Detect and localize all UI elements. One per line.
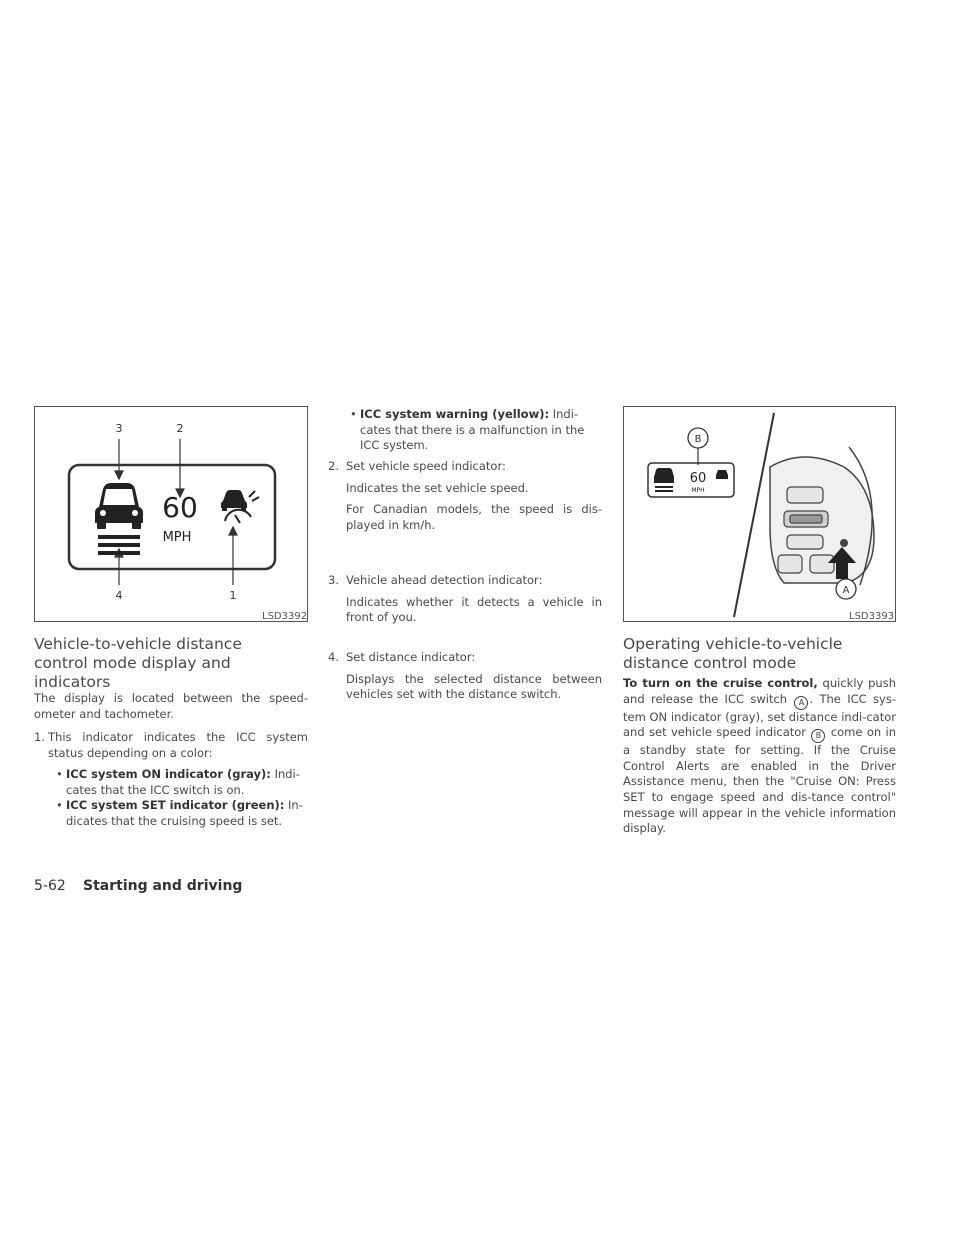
callout-2: 2 [176, 422, 184, 435]
bullet-icc-on: • ICC system ON indicator (gray): Indi-cates that the ICC switch is on. [56, 767, 300, 797]
steering-wheel-illustration [624, 407, 895, 621]
divider-line [734, 413, 774, 617]
page-number: 5-62 [34, 878, 66, 894]
bullet-icc-set: • ICC system SET indicator (green): In-dicates that the cruising speed is set. [56, 798, 303, 828]
callout-3: 3 [115, 422, 123, 435]
bullet-icc-warning: • ICC system warning (yellow): Indi-cates that there is a malfunction in the ICC system. [350, 407, 585, 453]
mini-speed-value: 60 [689, 471, 707, 486]
display-illustration [35, 407, 307, 621]
speed-value: 60 [162, 491, 198, 524]
circle-b-marker: B [811, 729, 825, 743]
callout-4: 4 [115, 589, 123, 602]
section1-heading: Vehicle-to-vehicle distance control mode display and indicators [34, 635, 242, 691]
figure-display-indicators [34, 406, 308, 622]
section2-body: To turn on the cruise control, quickly push and release the ICC switch A . The ICC sys-tem ON indicator (gray), set distance indi-cator and set vehicle speed indicator B come on in a standby state for setting. If the Cruise Control Alerts are enabled in the Driver Assistance menu, then the "Cruise ON: Press SET to engage speed and dis-tance control" message will appear in the vehicle information display. [623, 676, 897, 836]
section1-intro: The display is located between the speed-ometer and tachometer. [34, 691, 308, 721]
mini-speed-unit: MPH [691, 487, 705, 494]
distance-bars-icon [98, 535, 140, 555]
list-item-1: 1. This indicator indicates the ICC system status depending on a color: [34, 730, 308, 760]
list-item-2: 2. Set vehicle speed indicator: Indicates the set vehicle speed. For Canadian models, the speed is dis-played in km/h. [328, 459, 602, 532]
speed-unit: MPH [162, 530, 192, 545]
figure1-code: LSD3392 [262, 611, 308, 622]
list-item-3: 3. Vehicle ahead detection indicator: Indicates whether it detects a vehicle in front of you. [328, 573, 602, 625]
callout-1: 1 [229, 589, 237, 602]
figure2-code: LSD3393 [849, 611, 895, 622]
list-item-4: 4. Set distance indicator: Displays the selected distance between vehicles set with the distance switch. [328, 650, 602, 702]
section2-heading: Operating vehicle-to-vehicle distance control mode [623, 635, 843, 672]
chapter-title: Starting and driving [83, 878, 243, 894]
figure-steering-switch [623, 406, 896, 622]
callout-a: A [842, 585, 850, 596]
circle-a-marker: A [794, 696, 808, 710]
callout-b: B [694, 434, 702, 445]
